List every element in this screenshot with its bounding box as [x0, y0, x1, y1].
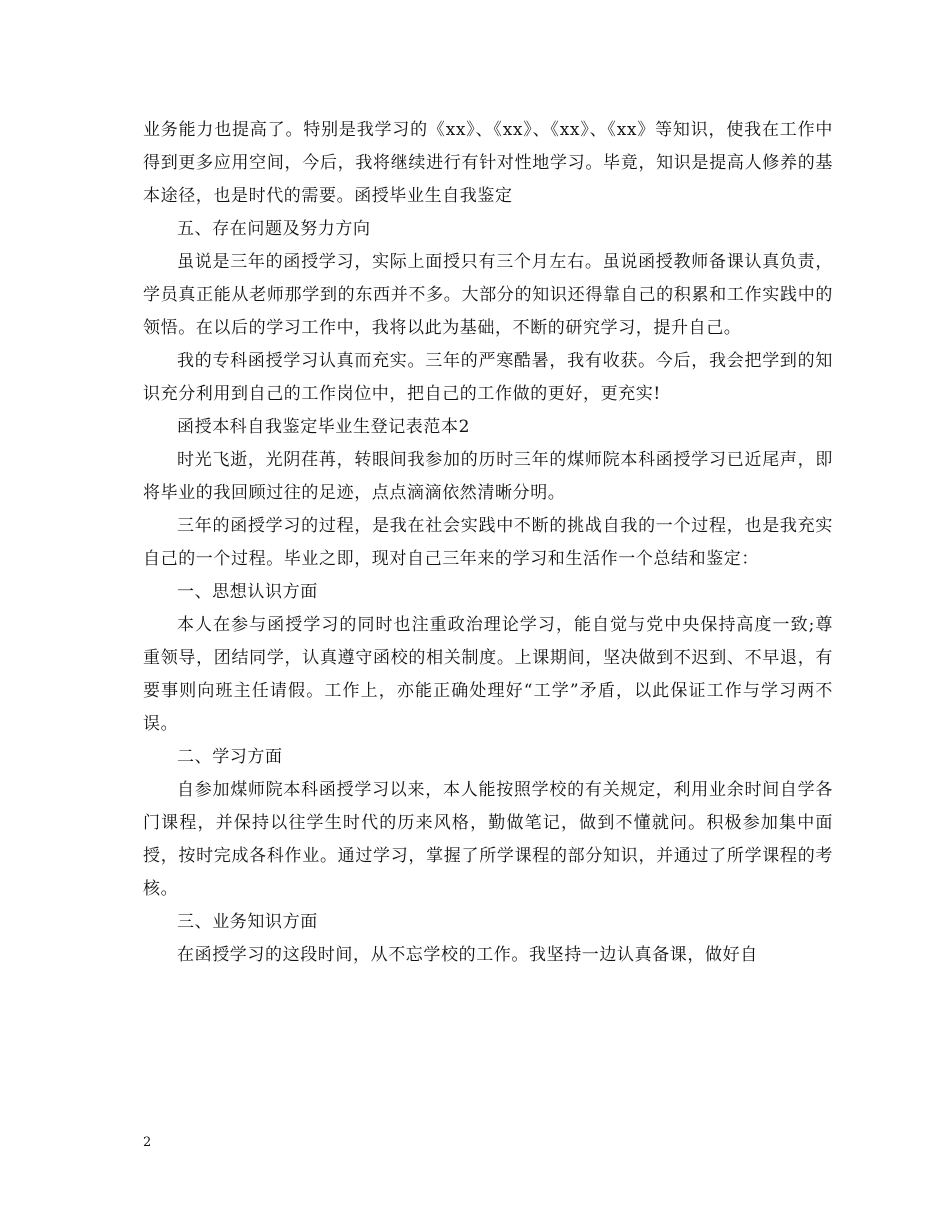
section-heading: 二、学习方面 — [177, 747, 283, 767]
paragraph: 在函授学习的这段时间，从不忘学校的工作。我坚持一边认真备课，做好自 — [177, 945, 758, 965]
paragraph: 本人在参与函授学习的同时也注重政治理论学习，能自觉与党中央保持高度一致;尊重领导，团结同学，认真遵守函校的相关制度。上课期间，坚决做到不迟到、不早退，有要事则向班主任请假。工作上，亦能正确处理好“工学”矛盾，以此保证工作与学习两不误。 — [143, 615, 833, 734]
page-number: 2 — [143, 1135, 152, 1150]
paragraph: 我的专科函授学习认真而充实。三年的严寒酷暑，我有收获。今后，我会把学到的知识充分利用到自己的工作岗位中，把自己的工作做的更好，更充实! — [143, 351, 833, 404]
paragraph: 自参加煤师院本科函授学习以来，本人能按照学校的有关规定，利用业余时间自学各门课程，并保持以往学生时代的历来风格，勤做笔记，做到不懂就问。积极参加集中面授，按时完成各科作业。通过学习，掌握了所学课程的部分知识，并通过了所学课程的考核。 — [143, 780, 833, 899]
document-subtitle: 函授本科自我鉴定毕业生登记表范本2 — [177, 417, 471, 437]
paragraph: 三年的函授学习的过程，是我在社会实践中不断的挑战自我的一个过程，也是我充实自己的一个过程。毕业之即，现对自己三年来的学习和生活作一个总结和鉴定： — [143, 516, 833, 569]
document-body — [143, 114, 833, 972]
paragraph: 时光飞逝，光阴荏苒，转眼间我参加的历时三年的煤师院本科函授学习已近尾声，即将毕业的我回顾过往的足迹，点点滴滴依然清晰分明。 — [143, 450, 833, 503]
section-heading: 一、思想认识方面 — [177, 582, 318, 602]
paragraph: 业务能力也提高了。特别是我学习的《xx》、《xx》、《xx》、《xx》等知识，使我在工作中得到更多应用空间，今后，我将继续进行有针对性地学习。毕竟，知识是提高人修养的基本途径，也是时代的需要。函授毕业生自我鉴定 — [143, 120, 833, 206]
paragraph: 虽说是三年的函授学习，实际上面授只有三个月左右。虽说函授教师备课认真负责，学员真正能从老师那学到的东西并不多。大部分的知识还得靠自己的积累和工作实践中的领悟。在以后的学习工作中，我将以此为基础，不断的研究学习，提升自己。 — [143, 252, 833, 338]
section-heading: 三、业务知识方面 — [177, 912, 318, 932]
section-heading: 五、存在问题及努力方向 — [177, 219, 371, 239]
